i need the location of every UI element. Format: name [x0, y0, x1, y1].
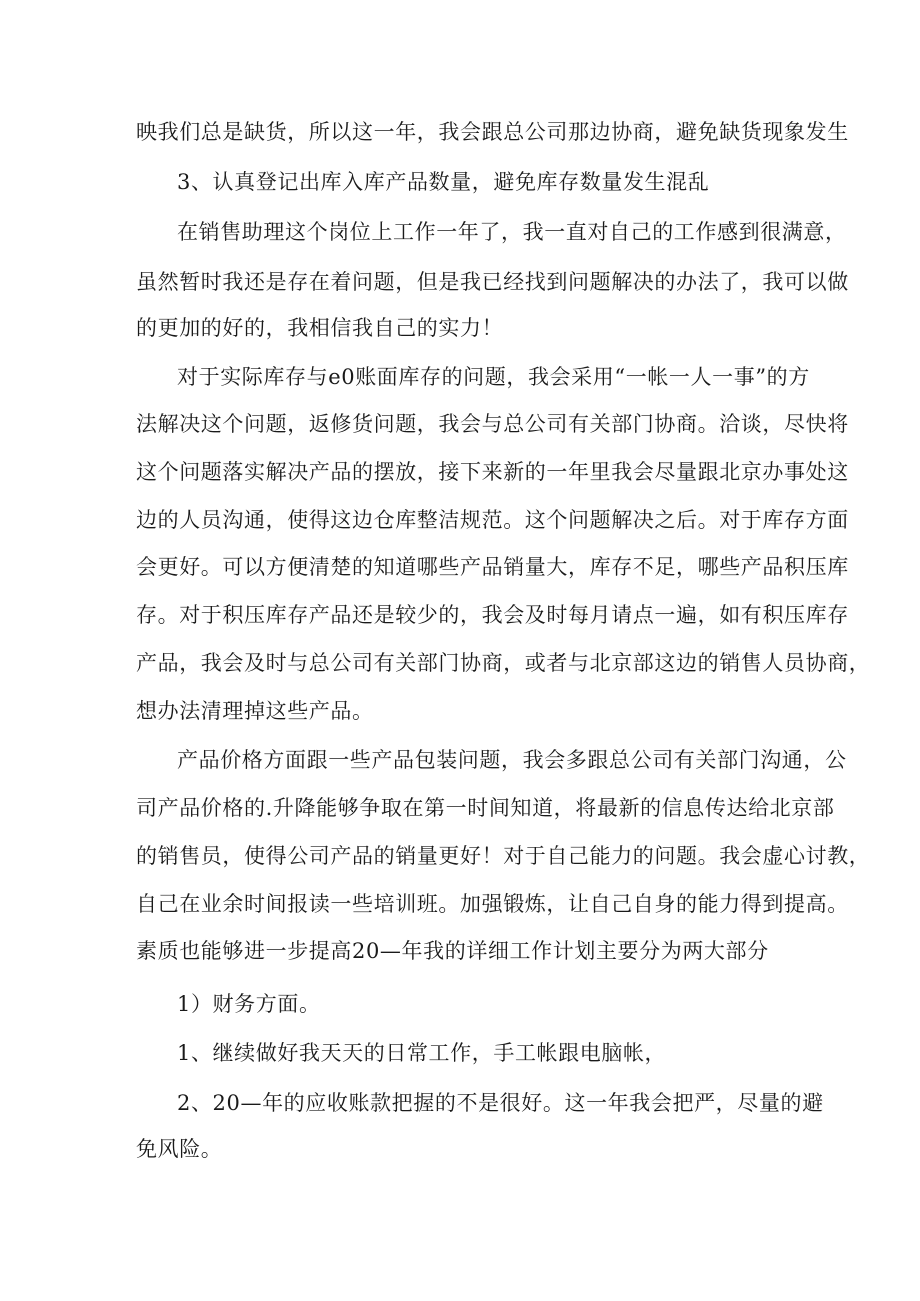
text-line: 免风险。: [136, 1137, 223, 1161]
text-line: 想办法清理掉这些产品。: [136, 699, 374, 723]
text-line: 2、20—年的应收账款把握的不是很好。这一年我会把严，尽量的避: [177, 1091, 824, 1115]
text-line: 自己在业余时间报读一些培训班。加强锻炼，让自己自身的能力得到提高。: [136, 892, 849, 916]
text-line: 产品价格方面跟一些产品包装问题，我会多跟总公司有关部门沟通，公: [177, 748, 847, 772]
text-line: 边的人员沟通，使得这边仓库整洁规范。这个问题解决之后。对于库存方面: [136, 508, 849, 532]
text-line: 1、继续做好我天天的日常工作，手工帐跟电脑帐，: [177, 1041, 667, 1065]
text-line: 对于实际库存与e0账面库存的问题，我会采用“一帐一人一事”的方: [177, 365, 810, 389]
text-line: 3、认真登记出库入库产品数量，避免库存数量发生混乱: [177, 170, 710, 194]
text-line: 法解决这个问题，返修货问题，我会与总公司有关部门协商。洽谈，尽快将: [136, 412, 849, 436]
text-line: 存。对于积压库存产品还是较少的，我会及时每月请点一遍，如有积压库存: [136, 603, 849, 627]
text-line: 司产品价格的.升降能够争取在第一时间知道，将最新的信息传达给北京部: [136, 796, 835, 820]
text-line: 的销售员，使得公司产品的销量更好！对于自己能力的问题。我会虚心讨教，: [136, 844, 871, 868]
text-line: 会更好。可以方便清楚的知道哪些产品销量大，库存不足，哪些产品积压库: [136, 555, 849, 579]
text-line: 虽然暂时我还是存在着问题，但是我已经找到问题解决的办法了，我可以做: [136, 270, 849, 294]
text-line: 的更加的好的，我相信我自己的实力！: [136, 316, 504, 340]
text-line: 产品，我会及时与总公司有关部门协商，或者与北京部这边的销售人员协商，: [136, 651, 871, 675]
text-line: 映我们总是缺货，所以这一年，我会跟总公司那边协商，避免缺货现象发生: [136, 120, 849, 144]
text-line: 在销售助理这个岗位上工作一年了，我一直对自己的工作感到很满意，: [177, 220, 847, 244]
text-line: 素质也能够进一步提高20—年我的详细工作计划主要分为两大部分: [136, 939, 769, 963]
text-line: 1）财务方面。: [177, 992, 321, 1016]
text-line: 这个问题落实解决产品的摆放，接下来新的一年里我会尽量跟北京办事处这: [136, 460, 849, 484]
